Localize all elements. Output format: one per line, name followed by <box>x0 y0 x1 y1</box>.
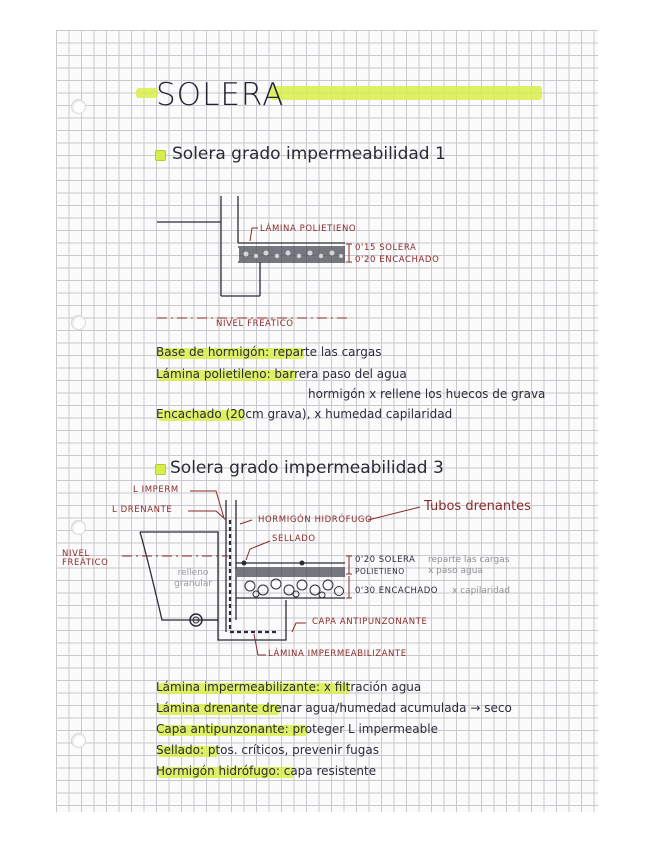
label-encachado-030: 0'30 ENCACHADO <box>355 586 438 596</box>
label-nivel-freatico-2: NIVEL FREÁTICO <box>62 549 109 569</box>
label-lamina-impermeabilizante: LÁMINA IMPERMEABILIZANTE <box>268 649 407 659</box>
note-term: Encachado <box>156 407 222 421</box>
note-text: : x filtración agua <box>315 680 422 694</box>
note-line <box>156 702 512 714</box>
label-l-imperm: L IMPERM <box>133 485 179 495</box>
note-text: : ptos. críticos, prevenir fugas <box>199 743 380 757</box>
label-hormigon-hidrofugo: HORMIGÓN HIDRÓFUGO <box>258 515 373 525</box>
note-term: Sellado <box>156 743 200 757</box>
section2-heading: Solera grado impermeabilidad 3 <box>170 458 444 478</box>
label-encachado-020: 0'20 ENCACHADO <box>355 255 440 265</box>
note-text: drenar agua/humedad acumulada → seco <box>258 701 512 715</box>
label-polietileno: POLIETIENO <box>355 567 405 576</box>
note-text: : capa resistente <box>275 764 377 778</box>
label-sellado: SELLADO <box>272 534 316 544</box>
section1-heading: Solera grado impermeabilidad 1 <box>172 144 446 164</box>
note-term: Capa antipunzonante <box>156 722 285 736</box>
note-encachado: x capilaridad <box>452 586 511 596</box>
note-line <box>156 744 379 756</box>
label-solera-015: 0'15 SOLERA <box>355 243 417 253</box>
note-line <box>156 765 376 777</box>
label-capa-antipunzonante: CAPA ANTIPUNZONANTE <box>312 617 428 627</box>
note-text: : barrera paso del agua <box>266 367 407 381</box>
label-l-drenante: L DRENANTE <box>112 505 173 515</box>
label-solera-020: 0'20 SOLERA <box>355 555 416 565</box>
note-term: Lámina polietileno <box>156 367 267 381</box>
note-line <box>156 681 421 693</box>
note-text: (20cm grava), x humedad capilaridad <box>221 407 453 421</box>
note-term: Lámina drenante <box>156 701 259 715</box>
label-tubos-drenantes: Tubos drenantes <box>424 499 531 514</box>
note-term: Base de hormigón <box>156 345 266 359</box>
page-title: SOLERA <box>156 77 285 113</box>
note-line <box>156 723 438 735</box>
note-polietileno: x paso agua <box>428 566 483 576</box>
label-relleno-granular: relleno granular <box>174 568 213 589</box>
note-term: Lámina impermeabilizante <box>156 680 316 694</box>
label-nivel-freatico: NIVEL FREÁTICO <box>216 319 294 329</box>
note-term: Hormigón hidrófugo <box>156 764 276 778</box>
label-lamina-polietileno: LÁMINA POLIETIENO <box>260 224 357 234</box>
note-solera: reparte las cargas <box>428 555 510 565</box>
note-text: : reparte las cargas <box>265 345 382 359</box>
note-text: hormigón x rellene los huecos de grava <box>308 387 546 401</box>
note-text: : proteger L impermeable <box>284 722 438 736</box>
